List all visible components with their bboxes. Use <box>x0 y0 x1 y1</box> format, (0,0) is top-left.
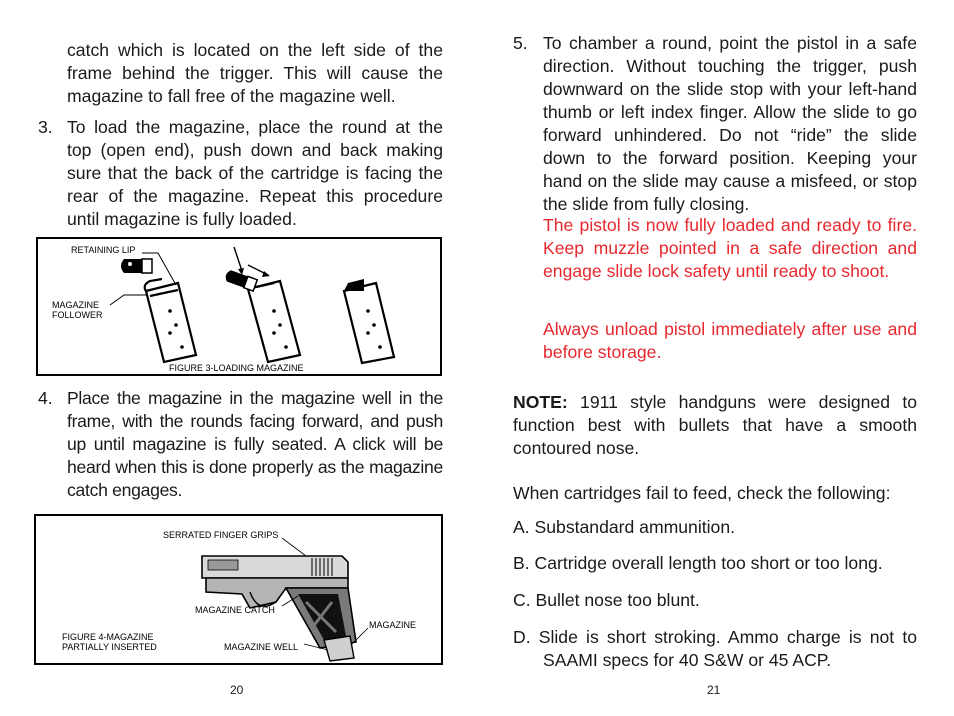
magazine-follower-label-line-2: FOLLOWER <box>52 310 103 320</box>
check-item-b: B. Cartridge overall length too short or too long. <box>513 553 883 573</box>
step-4-text: Place the magazine in the magazine well in the frame, with the rounds facing forward, and push up until magazine is fully seated. A click will be heard when this is done properly as the magazine catch engages. <box>67 388 443 500</box>
figure-4-magazine-partially-inserted <box>34 514 443 665</box>
magazine-label: MAGAZINE <box>369 620 417 630</box>
unload-warning-text: Always unload pistol immediately after use and before storage. <box>543 319 917 362</box>
right-page <box>477 0 954 716</box>
step-5-text: To chamber a round, point the pistol in a safe direction. Without touching the trigger, push downward on the slide stop with your left-hand thumb or left index finger. Allow the slide to go forward unhindered. Do not “ride” the slide down to the forward position. Keeping your hand on the slide may cause a misfeed, or stop the slide from fully closing. <box>543 33 917 214</box>
magazine-well-label: MAGAZINE WELL <box>224 642 299 652</box>
note-label: NOTE: <box>513 392 568 412</box>
check-item-c: C. Bullet nose too blunt. <box>513 590 700 610</box>
step-3-text: To load the magazine, place the round at the top (open end), push down and back making sure that the back of the cartridge is facing the rear of the magazine. Repeat this procedure until magazine is fully loaded. <box>67 117 443 229</box>
retaining-lip-label: RETAINING LIP <box>71 245 136 255</box>
check-item-d: D. Slide is short stroking. Ammo charge is not to SAAMI specs for 40 S&W or 45 ACP. <box>513 627 917 670</box>
note-text: 1911 style handguns were designed to function best with bullets that have a smooth contoured nose. <box>513 392 917 458</box>
magazine-follower-label-line-1: MAGAZINE <box>52 300 100 310</box>
magazine-catch-label: MAGAZINE CATCH <box>195 605 275 615</box>
step-5-number: 5. <box>513 33 528 53</box>
figure-3-loading-magazine <box>36 237 442 376</box>
figure-4-caption-line-2: PARTIALLY INSERTED <box>62 642 157 652</box>
intro-paragraph: catch which is located on the left side of the frame behind the trigger. This will cause the magazine to fall free of the magazine well. <box>67 40 443 106</box>
step-3-number: 3. <box>38 117 53 137</box>
serrated-finger-grips-label: SERRATED FINGER GRIPS <box>163 530 279 540</box>
step-4-number: 4. <box>38 388 53 408</box>
page-number-21: 21 <box>707 683 721 697</box>
check-item-a: A. Substandard ammunition. <box>513 517 736 537</box>
figure-4-caption-line-1: FIGURE 4-MAGAZINE <box>62 632 154 642</box>
page-number-20: 20 <box>230 683 244 697</box>
note-paragraph <box>513 391 917 460</box>
check-intro: When cartridges fail to feed, check the following: <box>513 483 891 503</box>
figure-3-caption: FIGURE 3-LOADING MAGAZINE <box>169 363 304 373</box>
loaded-warning-text: The pistol is now fully loaded and ready to fire. Keep muzzle pointed in a safe direction and engage slide lock safety until ready to shoot. <box>543 215 917 281</box>
